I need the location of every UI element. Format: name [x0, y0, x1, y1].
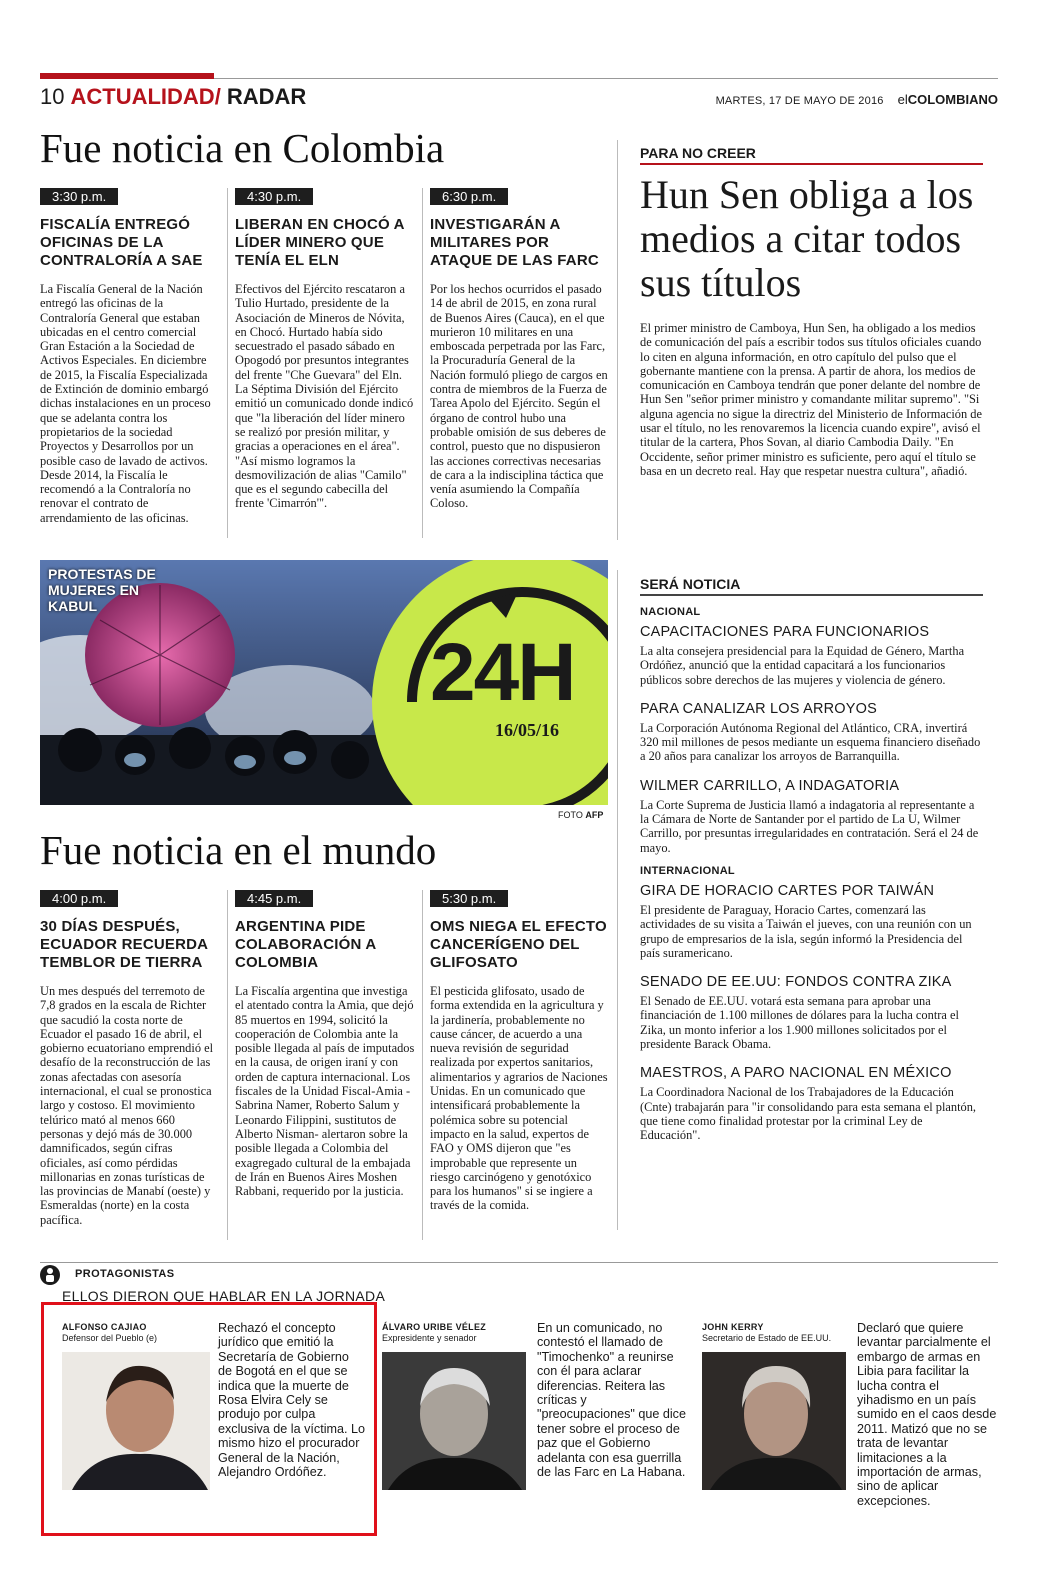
news-item-title: WILMER CARRILLO, A INDAGATORIA: [640, 777, 900, 794]
mundo-story-2: [235, 890, 415, 1198]
news-item: [640, 701, 983, 764]
column-divider: [422, 188, 423, 538]
news-item-title: PARA CANALIZAR LOS ARROYOS: [640, 700, 878, 717]
header-rule: [214, 78, 998, 79]
news-item-body: El Senado de EE.UU. votará esta semana para aprobar una financiación de 1.100 millones de dólares para la lucha contra el Zika, un monto inferior a los 1.900 millones solicitados por el presidente Barack Obama.: [640, 994, 959, 1052]
news-item-title: GIRA DE HORACIO CARTES POR TAIWÁN: [640, 882, 935, 899]
para-no-creer-rule: [640, 163, 983, 165]
kabul-protest-photo: [40, 560, 608, 805]
story-body: La Fiscalía General de la Nación entregó las oficinas de la Contraloría General que estaban ubicadas en el centro comercial Gran Estación a la Sociedad de Activos Especiales. En diciembre de 2015, la Fiscalía Especializada de Extinción de dominio embargó dichas instalaciones en un proceso que se adelanta contra los propietarios de la sociedad Proyectos y Desarrollos por un posible caso de lavado de activos. Desde 2014, la Fiscalía le recomendó a la Contraloría no renovar el contrato de arrendamiento de las oficinas.: [40, 282, 211, 525]
sera-noticia-rule: [640, 594, 983, 596]
page-header: [40, 84, 998, 112]
colombia-story-1: [40, 188, 220, 525]
para-no-creer: [640, 145, 983, 478]
category-nacional: NACIONAL: [640, 606, 701, 618]
mundo-story-1: [40, 890, 220, 1227]
story-body: Efectivos del Ejército rescataron a Tulio Hurtado, presidente de la Asociación de Mineros de Nóvita, en Chocó. Hurtado había sido secuestrado el pasado sábado en Opogodó por presuntos integrantes del frente "Che Guevara" del Eln. La Séptima División del Ejército emitió un comunicado donde indicó que "la liberación del líder minero se realizó por presión militar, y gracias a operaciones en el área". "Así mismo logramos la desmovilización de alias "Camilo" que es el segundo cabecilla del frente 'Cimarrón'".: [235, 282, 414, 511]
protagonist-role: Secretario de Estado de EE.UU.: [702, 1333, 832, 1343]
story-title: FISCALÍA ENTREGÓ OFICINAS DE LA CONTRALORÍA A SAE: [40, 216, 203, 269]
colombia-story-2: [235, 188, 415, 511]
news-item: [640, 974, 983, 1051]
para-no-creer-title: Hun Sen obliga a los medios a citar todos sus títulos: [640, 172, 974, 305]
column-divider: [422, 890, 423, 1240]
page-number: 10: [40, 84, 65, 109]
column-divider: [227, 890, 228, 1240]
news-item-body: La alta consejera presidencial para la Equidad de Género, Martha Ordóñez, anunció que la entidad capacitará a los funcionarios públicos sobre derechos de las mujeres y violencia de género.: [640, 644, 965, 687]
protagonist-portrait: [702, 1352, 846, 1490]
news-item: [640, 624, 983, 687]
story-time: 4:30 p.m.: [235, 188, 313, 205]
para-no-creer-label: PARA NO CREER: [640, 145, 756, 161]
news-item: [640, 778, 983, 855]
sera-noticia-label: SERÁ NOTICIA: [640, 576, 741, 592]
story-time: 4:45 p.m.: [235, 890, 313, 907]
news-item-title: MAESTROS, A PARO NACIONAL EN MÉXICO: [640, 1065, 952, 1082]
story-title: OMS NIEGA EL EFECTO CANCERÍGENO DEL GLIFOSATO: [430, 918, 607, 971]
brand-prefix: el: [897, 92, 908, 107]
story-time: 3:30 p.m.: [40, 188, 118, 205]
colombia-heading: Fue noticia en Colombia: [40, 125, 445, 171]
credit-label: FOTO: [558, 810, 583, 820]
news-item-body: El presidente de Paraguay, Horacio Cartes, comenzará las actividades de su visita a Taiwán el jueves, con una reunión con un grupo de empresarios de la isla, según informó la Presidencia del país suramericano.: [640, 902, 972, 960]
story-title: LIBERAN EN CHOCÓ A LÍDER MINERO QUE TENÍA EL ELN: [235, 216, 405, 269]
protagonist-role: Defensor del Pueblo (e): [62, 1333, 158, 1343]
protagonistas-rule: [40, 1262, 998, 1263]
photo-credit: [558, 810, 603, 820]
news-item-body: La Coordinadora Nacional de los Trabajadores de la Educación (Cnte) trabajarán para "ir consolidando para esta semana el plantón, que tiene como finalidad protestar por la criminal Ley de Educación".: [640, 1085, 977, 1143]
badge-24h: 24H: [430, 627, 575, 718]
protagonist-portrait: [382, 1352, 526, 1490]
story-body: La Fiscalía argentina que investiga el atentado contra la Amia, que dejó 85 muertos en 1994, solicitó la cooperación de Colombia ante la posible llegada al país de imputados en la causa, de origen iraní y con orden de captura internacional. Los fiscales de la Unidad Fiscal-Amia -Sabrina Namer, Roberto Salum y Leonardo Filippini, sustitutos de Alberto Nisman- alertaron sobre la posible llegada a Colombia del exagregado cultural de la embajada de Irán en Buenos Aires Moshen Rabbani, requerido por la justicia.: [235, 984, 415, 1199]
brand-name: COLOMBIANO: [907, 92, 998, 107]
colombia-story-3: [430, 188, 610, 511]
category-internacional: INTERNACIONAL: [640, 864, 735, 877]
news-item: [640, 1065, 983, 1142]
para-no-creer-body: El primer ministro de Camboya, Hun Sen, ha obligado a los medios de comunicación del país a escribir todos sus títulos oficiales cuando lo citen en alguna información, en otro capítulo del pulso que el gobernante mantiene con la prensa. A partir de ahora, los medios de comunicación en Camboya tendrán que poner delante del nombre de Hun Sen "señor primer ministro y comandante militar supremo". "Si alguna agencia no sigue la directriz del Ministerio de Información de usar el título, no les renovaremos la licencia cuando expire", avisó el titular de la cartera, Phos Sovan, al diario Cambodia Daily. "En Occidente, señor primer ministro es suficiente, pero aquí el título se basa en un decreto real. Hay que respetar nuestra cultura", añadió.: [640, 321, 982, 478]
news-item-body: La Corte Suprema de Justicia llamó a indagatoria al representante a la Cámara de Norte de Santander por el partido de La U, Wilmer Carrillo, por presuntas irregularidades en contratación. Será el 24 de mayo.: [640, 797, 979, 855]
header-red-bar: [40, 73, 214, 79]
mundo-story-3: [430, 890, 610, 1213]
column-divider: [617, 570, 618, 1230]
protagonist-name: JOHN KERRY: [702, 1322, 764, 1332]
news-item-body: La Corporación Autónoma Regional del Atlántico, CRA, invertirá 320 mil millones de pesos mediante un esquema financiero diseñado a 20 años para canalizar los arroyos de Barranquilla.: [640, 720, 981, 764]
story-time: 5:30 p.m.: [430, 890, 508, 907]
protagonist-quote: Declaró que quiere levantar parcialmente el embargo de armas en Libia para facilitar la lucha contra el yihadismo en un país sumido en el caos desde 2011. Matizó que no se trata de levantar limitaciones a la importación de armas, sino de aplicar excepciones.: [857, 1321, 997, 1508]
news-item-title: CAPACITACIONES PARA FUNCIONARIOS: [640, 624, 930, 640]
section-name: ACTUALIDAD/: [70, 84, 221, 109]
photo-caption: PROTESTAS DE MUJERES EN KABUL: [48, 566, 156, 614]
story-body: Por los hechos ocurridos el pasado 14 de abril de 2015, en zona rural de Buenos Aires (Cauca), en el que murieron 10 militares en una emboscada perpetrada por las Farc, la Procuraduría General de la Nación formuló pliego de cargos en contra de miembros de la Fuerza de Tarea Apolo del Ejército. Según el órgano de control hubo una probable omisión de sus deberes de control, puesto que no dispusieron las acciones correctivas necesarias de cara a la indisciplina táctica que venía asumiendo la Compañía Coloso.: [430, 282, 608, 511]
news-item: [640, 883, 983, 960]
mundo-heading: Fue noticia en el mundo: [40, 827, 437, 873]
credit-source: AFP: [585, 810, 604, 820]
subsection-name: RADAR: [226, 84, 307, 109]
story-time: 4:00 p.m.: [40, 890, 118, 907]
sera-noticia: [640, 576, 983, 1143]
story-title: INVESTIGARÁN A MILITARES POR ATAQUE DE LAS FARC: [430, 216, 599, 269]
story-body: Un mes después del terremoto de 7,8 grados en la escala de Richter que sacudió la costa norte de Ecuador el pasado 16 de abril, el gobierno ecuatoriano emprendió el desafío de la reconstrucción de las zonas afectadas con asesoría internacional, el cual se pronostica largo y costoso. El movimiento telúrico mató al menos 660 personas y dejó más de 30.000 damnificados, según cifras oficiales, así como pérdidas millonarias en zonas turísticas de las provincias de Manabí (oeste) y Esmeraldas (norte) en la costa pacífica.: [40, 984, 214, 1227]
story-time: 6:30 p.m.: [430, 188, 508, 205]
protagonist-quote: Rechazó el concepto jurídico que emitió la Secretaría de Gobierno de Bogotá en el que se indica que la muerte de Rosa Elvira Cely se produjo por culpa exclusiva de la víctima. Lo mismo hizo el procurador General de la Nación, Alejandro Ordóñez.: [218, 1321, 365, 1480]
column-divider: [227, 188, 228, 538]
story-title: ARGENTINA PIDE COLABORACIÓN A COLOMBIA: [235, 918, 376, 971]
issue-date: MARTES, 17 DE MAYO DE 2016: [715, 95, 884, 107]
column-divider: [617, 140, 618, 540]
badge-date: 16/05/16: [495, 720, 560, 740]
protagonist-portrait: [62, 1352, 210, 1490]
news-item-title: SENADO DE EE.UU: FONDOS CONTRA ZIKA: [640, 974, 952, 991]
protagonist-name: ÁLVARO URIBE VÉLEZ: [382, 1322, 487, 1332]
brand-logo: [898, 92, 998, 107]
protagonistas-label: PROTAGONISTAS: [75, 1268, 175, 1280]
protagonistas-subtitle: ELLOS DIERON QUE HABLAR EN LA JORNADA: [62, 1288, 386, 1304]
story-title: 30 DÍAS DESPUÉS, ECUADOR RECUERDA TEMBLOR DE TIERRA: [40, 918, 208, 971]
protagonist-quote: En un comunicado, no contestó el llamado de "Timochenko" a reunirse con él para aclarar diferencias. Reitera las críticas y "preocupaciones" que dice tener sobre el proceso de paz que el Gobierno adelanta con esa guerrilla de las Farc en La Habana.: [537, 1321, 686, 1480]
person-icon: [40, 1264, 60, 1286]
protagonist-role: Expresidente y senador: [382, 1333, 477, 1343]
protagonist-name: ALFONSO CAJIAO: [62, 1322, 147, 1332]
story-body: El pesticida glifosato, usado de forma extendida en la agricultura y la jardinería, probablemente no cause cáncer, de acuerdo a una nueva revisión de seguridad realizada por expertos sanitarios, alimentarios y agrarios de Naciones Unidas. En un comunicado que intensificará probablemente la polémica sobre su potencial impacto en la salud, expertos de FAO y OMS dijeron que "es improbable que represente un riesgo carcinógeno y genotóxico para los humanos" si se ingiere a través de la comida.: [430, 984, 608, 1213]
